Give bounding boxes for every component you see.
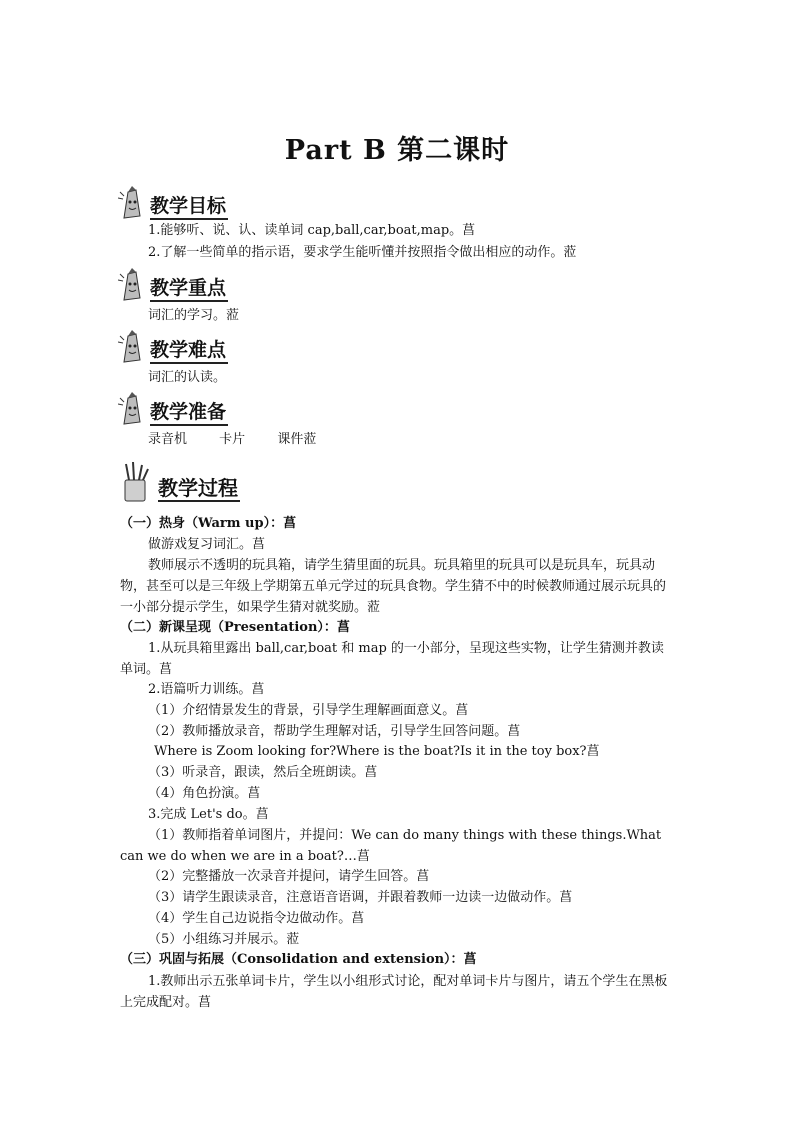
section-heading-text: 教学准备 — [150, 401, 228, 426]
pencil-icon — [118, 392, 146, 426]
pencil-icon — [118, 330, 146, 364]
process-line: 2.语篇听力训练。菖 — [148, 682, 265, 697]
prep-item: 卡片 — [219, 432, 246, 447]
page-title: Part B 第二课时 — [284, 135, 510, 166]
process-paragraph: 1.教师出示五张单词卡片，学生以小组形式讨论，配对单词卡片与图片，请五个学生在黑板上完成配对。菖 — [120, 974, 668, 1010]
section-heading-text: 教学难点 — [150, 339, 228, 364]
process-line: （4）学生自己边说指令边做动作。菖 — [148, 911, 365, 926]
goal-item-1: 1.能够听、说、认、读单词 cap,ball,car,boat,map。菖 — [148, 223, 476, 238]
process-line: 做游戏复习词汇。菖 — [148, 537, 266, 552]
process-line: （3）请学生跟读录音，注意语音语调，并跟着教师一边读一边做动作。菖 — [148, 890, 573, 905]
process-line: （1）介绍情景发生的背景，引导学生理解画面意义。菖 — [148, 703, 469, 718]
section-heading-text: 教学目标 — [150, 195, 228, 220]
process-paragraph: 1.从玩具箱里露出 ball,car,boat 和 map 的一小部分，呈现这些实物，让学生猜测并教读单词。菖 — [120, 641, 664, 677]
section-goal-heading — [118, 184, 228, 220]
process-paragraph: 教师展示不透明的玩具箱，请学生猜里面的玩具。玩具箱里的玩具可以是玩具车，玩具动物，甚至可以是三年级上学期第五单元学过的玩具食物。学生猜不中的时候教师通过展示玩具的一小部分提示学生，如果学生猜对就奖励。蒞 — [120, 558, 667, 615]
pencil-icon — [118, 268, 146, 302]
difficult-text: 词汇的认读。 — [148, 370, 227, 385]
section-heading-text: 教学重点 — [150, 277, 228, 302]
process-line: （4）角色扮演。菖 — [148, 786, 261, 801]
section-heading-text: 教学过程 — [158, 476, 238, 500]
process-line: 3.完成 Let's do。菖 — [148, 807, 269, 822]
prep-items — [148, 430, 344, 450]
goal-item-2: 2.了解一些简单的指示语，要求学生能听懂并按照指令做出相应的动作。蒞 — [148, 245, 577, 260]
process-line: Where is Zoom looking for?Where is the boat?Is it in the toy box?菖 — [154, 744, 600, 759]
key-text: 词汇的学习。蒞 — [148, 308, 240, 323]
process-part-1-heading: （一）热身（Warm up）：菖 — [120, 516, 297, 531]
process-paragraph: （1）教师指着单词图片，并提问：We can do many things with these things.What can we do when we are in a boat?…菖 — [120, 828, 662, 864]
process-line: （2）完整播放一次录音并提问，请学生回答。菖 — [148, 869, 430, 884]
section-prep-heading — [118, 390, 228, 426]
section-key-heading — [118, 266, 228, 302]
pencil-icon — [118, 186, 146, 220]
process-line: （2）教师播放录音，帮助学生理解对话，引导学生回答问题。菖 — [148, 724, 521, 739]
process-line: （3）听录音，跟读，然后全班朗读。菖 — [148, 765, 378, 780]
process-line: （5）小组练习并展示。蒞 — [148, 932, 300, 947]
process-part-2-heading: （二）新课呈现（Presentation）：菖 — [120, 620, 350, 635]
prep-item: 录音机 — [148, 432, 188, 447]
prep-item: 课件蒞 — [277, 432, 317, 447]
section-process-heading — [120, 462, 240, 502]
process-part-3-heading: （三）巩固与拓展（Consolidation and extension）：菖 — [120, 952, 477, 967]
section-difficult-heading — [118, 328, 228, 364]
pencil-cup-icon — [120, 462, 150, 502]
